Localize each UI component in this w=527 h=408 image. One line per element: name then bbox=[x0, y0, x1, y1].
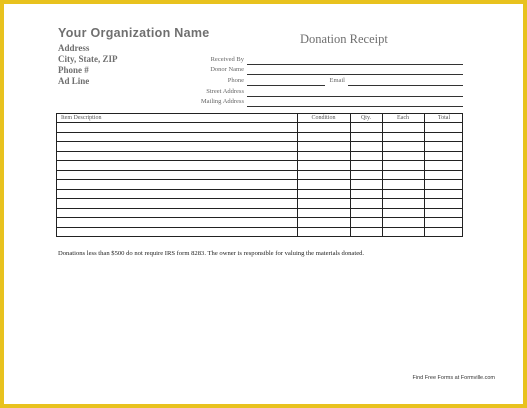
column-item-description: Item Description bbox=[61, 115, 102, 121]
phone-line[interactable] bbox=[247, 85, 325, 86]
email-label: Email bbox=[329, 77, 345, 84]
table-row bbox=[57, 170, 462, 171]
item-table bbox=[56, 113, 463, 237]
donor-name-line[interactable] bbox=[247, 74, 463, 75]
column-condition: Condition bbox=[311, 115, 336, 121]
mailing-address-label: Mailing Address bbox=[200, 98, 244, 105]
page-title: Donation Receipt bbox=[300, 32, 388, 46]
email-line[interactable] bbox=[348, 85, 463, 86]
column-qty: Qty. bbox=[360, 115, 372, 121]
column-total: Total bbox=[437, 115, 451, 121]
table-row bbox=[57, 217, 462, 218]
table-row bbox=[57, 198, 462, 199]
table-row bbox=[57, 208, 462, 209]
street-address-line[interactable] bbox=[247, 96, 463, 97]
organization-city-state-zip: City, State, ZIP bbox=[58, 54, 118, 64]
organization-address: Address bbox=[58, 43, 90, 53]
mailing-address-line[interactable] bbox=[247, 106, 463, 107]
column-each: Each bbox=[397, 115, 409, 121]
footer-credit[interactable]: Find Free Forms at Formville.com bbox=[412, 375, 495, 381]
table-row bbox=[57, 132, 462, 133]
table-row bbox=[57, 141, 462, 142]
organization-ad-line: Ad Line bbox=[58, 76, 90, 86]
received-by-line[interactable] bbox=[247, 64, 463, 65]
organization-name: Your Organization Name bbox=[58, 26, 210, 40]
phone-label: Phone bbox=[227, 77, 244, 84]
donor-name-label: Donor Name bbox=[210, 66, 244, 73]
table-header bbox=[57, 114, 462, 123]
organization-phone: Phone # bbox=[58, 65, 89, 75]
received-by-label: Received By bbox=[210, 56, 244, 63]
table-row bbox=[57, 160, 462, 161]
table-row bbox=[57, 227, 462, 228]
table-row bbox=[57, 189, 462, 190]
disclaimer-note: Donations less than $500 do not require IRS form 8283. The owner is responsible for valuing the materials donated. bbox=[58, 250, 365, 257]
street-address-label: Street Address bbox=[206, 88, 244, 95]
table-row bbox=[57, 179, 462, 180]
table-row bbox=[57, 151, 462, 152]
